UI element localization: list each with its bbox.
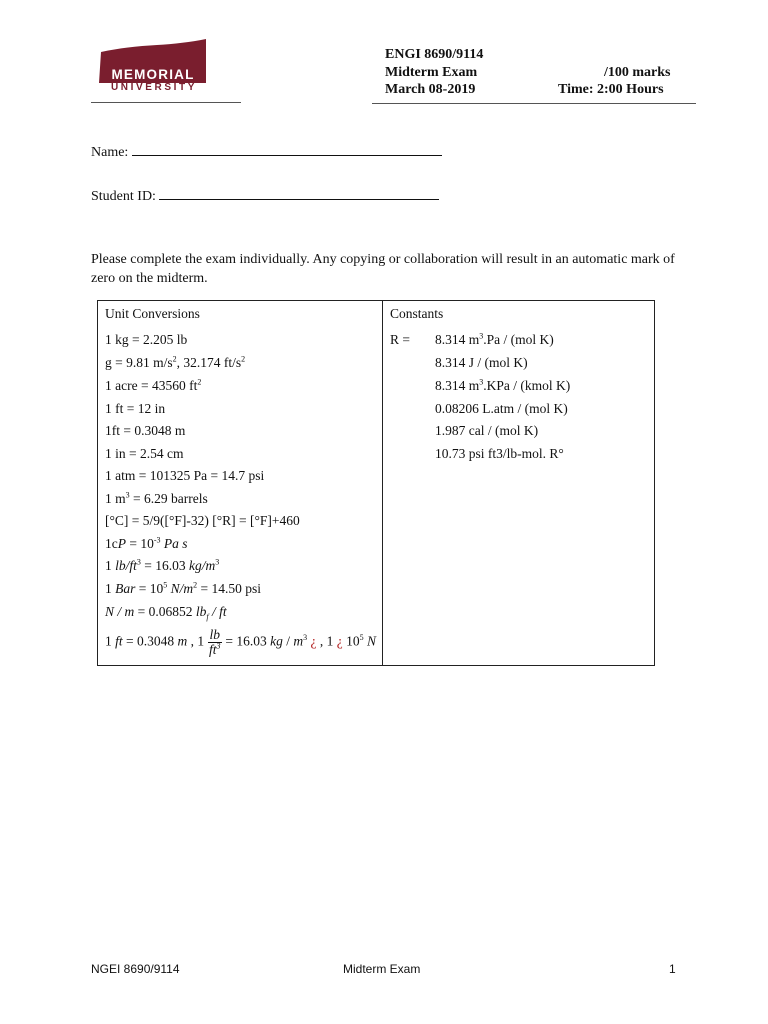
conversion-row: 1ft = 0.3048 m	[105, 423, 186, 438]
fraction-lb-per-ft3: $\frac{lb}{ft^3}$	[209, 627, 221, 657]
constant-value: 8.314 $m^3.Pa / (mol$ K)	[435, 331, 554, 347]
conversion-row: 1 acre = 43560 $ft^2$	[105, 377, 202, 393]
name-field	[91, 141, 442, 161]
unit-conversions-header: Unit Conversions	[105, 306, 200, 321]
reference-table	[97, 300, 655, 666]
constant-value: 0.08206 L.atm / (mol K)	[435, 401, 568, 416]
constants-header: Constants	[390, 306, 444, 321]
gas-constant-label: R =	[390, 332, 410, 347]
logo-text-university: UNIVERSITY	[110, 82, 197, 93]
footer-title: Midterm Exam	[343, 962, 421, 976]
conversion-row: 1 atm = 101325 Pa = 14.7 psi	[105, 468, 265, 483]
footer-course: NGEI 8690/9114	[91, 962, 180, 976]
instructions-text: Please complete the exam individually. Any copying or collaboration will result in an automatic mark of zero on the midterm.	[91, 252, 675, 286]
conversion-row: $1cP = 10^{-3}$ Pa s	[105, 535, 188, 551]
page-number: 1	[669, 962, 676, 976]
student-id-field	[91, 185, 439, 205]
student-id-blank-line[interactable]	[159, 185, 439, 200]
conversion-row: 1 kg = 2.205 lb	[105, 332, 188, 347]
header-rule-right	[372, 103, 696, 104]
table-column-divider	[382, 301, 383, 665]
conversion-row: 1 $m^3 = 6.29$ barrels	[105, 490, 208, 506]
conversion-row: 1 in = 2.54 cm	[105, 446, 184, 461]
student-id-label: Student ID:	[91, 189, 156, 204]
exam-type: Midterm Exam	[385, 65, 478, 80]
university-logo	[99, 38, 207, 96]
conversion-row: [°C] = 5/9([°F]-32) [°R] = [°F]+460	[105, 513, 300, 528]
total-marks: /100 marks	[604, 65, 671, 80]
conversion-row: g = 9.81 $m/s^2$, 32.174 $ft/s^2$	[105, 354, 246, 370]
constant-value: 8.314 J / (mol K)	[435, 355, 528, 370]
header-rule-left	[91, 102, 241, 103]
name-label: Name:	[91, 145, 129, 160]
constant-value: 1.987 cal / (mol K)	[435, 423, 539, 438]
exam-duration: Time: 2:00 Hours	[558, 82, 664, 97]
course-code: ENGI 8690/9114	[385, 47, 484, 62]
conversion-row: N / m = 0.06852 $lb_f$ / ft	[105, 604, 227, 622]
conversion-row: 1 ft = 12 in	[105, 401, 166, 416]
conversion-row: 1 $lb/ft^3 = 16.03$ $kg/m^3$	[105, 557, 220, 573]
exam-date: March 08-2019	[385, 82, 476, 97]
constant-value: 8.314 $m^3.KPa$ / (kmol K)	[435, 377, 571, 393]
name-blank-line[interactable]	[132, 141, 442, 156]
conversion-row-equation: 1 ft = 0.3048 m , 1 $\frac{lb}{ft^3}$ = 16.03 kg / $m^3$ ¿ , 1 ¿ $10^5$ N	[105, 627, 377, 657]
constant-value: 10.73 psi ft3/lb-mol. R°	[435, 446, 564, 461]
conversion-row: 1 Bar = $10^5$ $N/m^2 = 14.50$ psi	[105, 580, 262, 596]
logo-text-memorial: MEMORIAL	[111, 67, 195, 82]
